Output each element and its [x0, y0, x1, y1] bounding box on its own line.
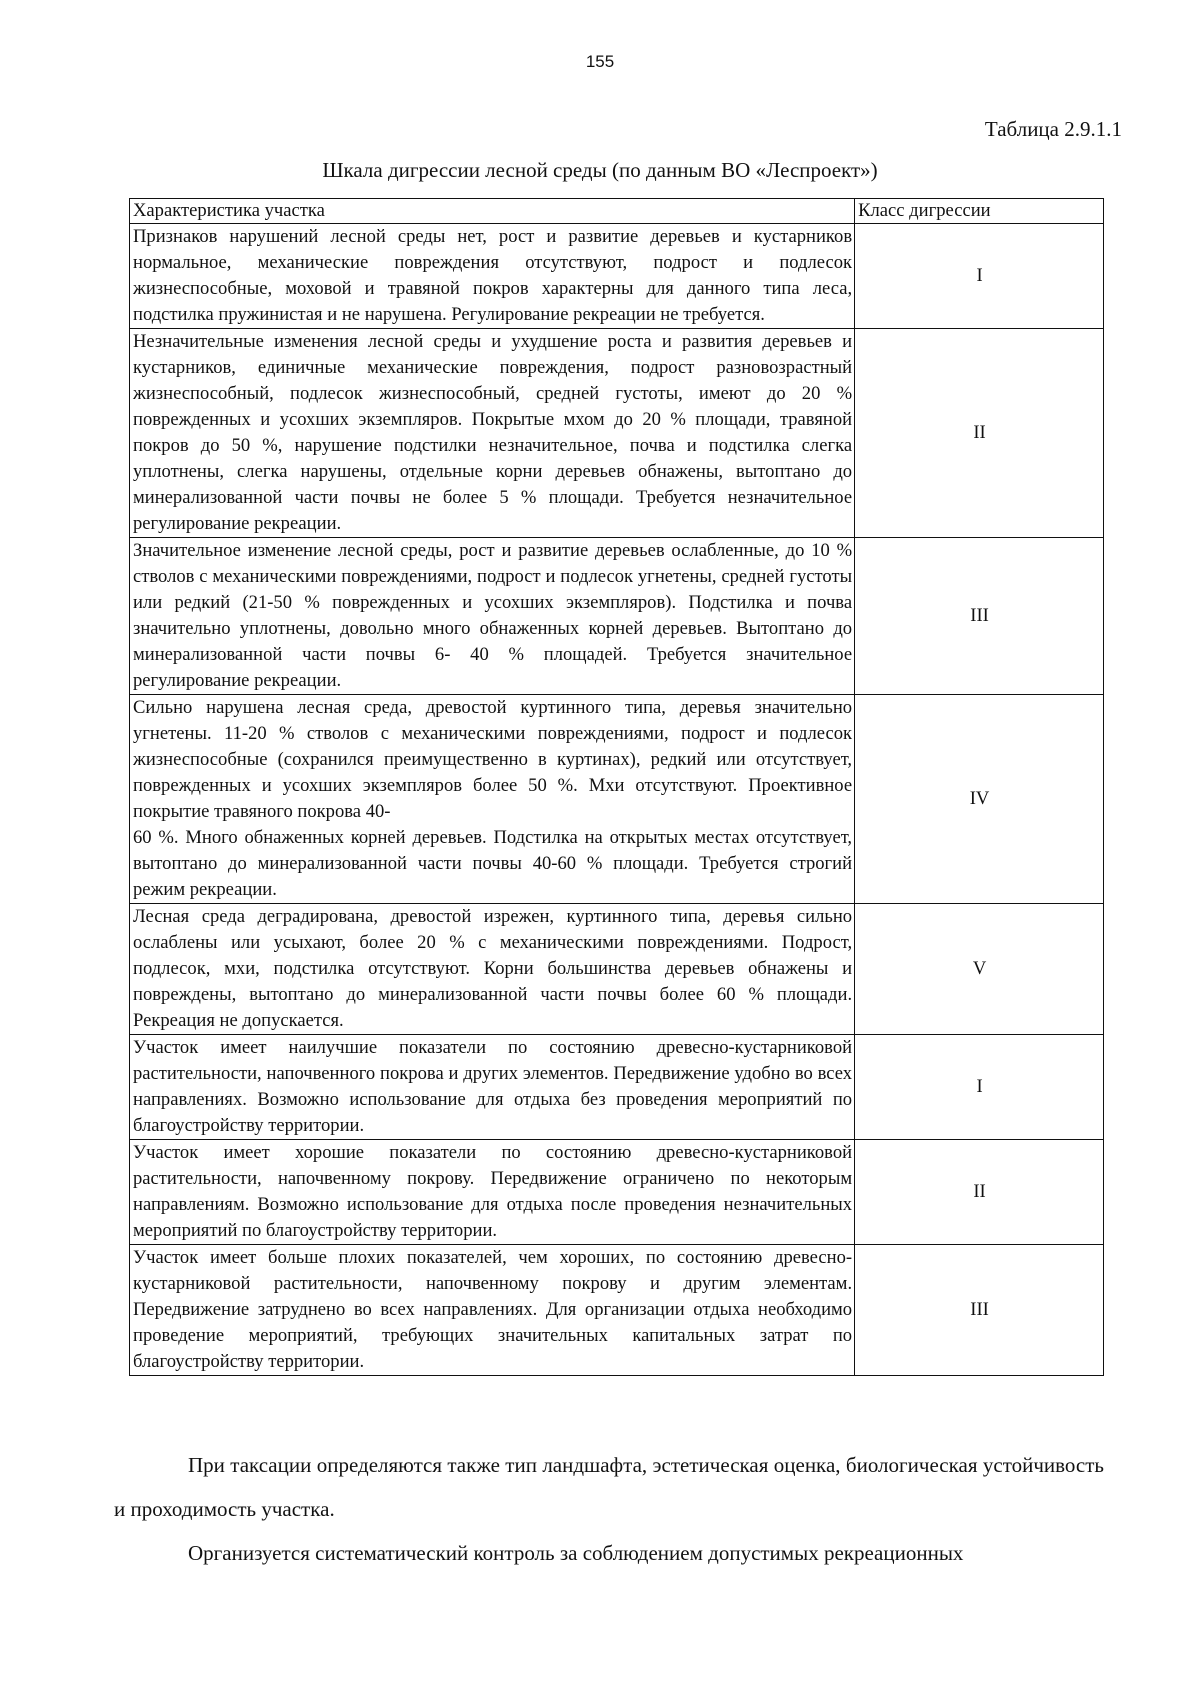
table-row [130, 1035, 1104, 1140]
row-description: Лесная среда деградирована, древостой изрежен, куртинного типа, деревья сильно ослаблены или усыхают, более 20 % с механическими повреждениями. Подрост, подлесок, мхи, подстилка отсутствуют. Корни большинства деревьев обнажены и повреждены, вытоптано до минерализованной части почвы более 60 % площади. Рекреация не допускается. [130, 904, 855, 1035]
column-header-digression-class: Класс дигрессии [855, 199, 1104, 224]
column-header-characteristic: Характеристика участка [130, 199, 855, 224]
table-row [130, 695, 1104, 904]
body-paragraph: Организуется систематический контроль за соблюдением допустимых рекреационных [188, 1541, 964, 1565]
table-row [130, 904, 1104, 1035]
row-description: Признаков нарушений лесной среды нет, рост и развитие деревьев и кустарников нормальное, механические повреждения отсутствуют, подрост и подлесок жизнеспособные, моховой и травяной покров характерны для данного типа леса, подстилка пружинистая и не нарушена. Регулирование рекреации не требуется. [130, 224, 855, 329]
row-description: Участок имеет хорошие показатели по состоянию древесно-кустарниковой растительности, напочвенному покрову. Передвижение ограничено по некоторым направлениям. Возможно использование для отдыха после проведения незначительных мероприятий по благоустройству территории. [130, 1140, 855, 1245]
table-row [130, 1245, 1104, 1376]
table-row [130, 538, 1104, 695]
table-row [130, 1140, 1104, 1245]
table-label: Таблица 2.9.1.1 [984, 117, 1122, 141]
row-digression-class: IV [855, 695, 1104, 904]
digression-scale-table [129, 198, 1104, 1376]
row-description: Участок имеет наилучшие показатели по состоянию древесно-кустарниковой растительности, напочвенного покрова и других элементов. Передвижение удобно во всех направлениях. Возможно использование для отдыха без проведения мероприятий по благоустройству территории. [130, 1035, 855, 1140]
row-digression-class: V [855, 904, 1104, 1035]
row-description: Значительное изменение лесной среды, рост и развитие деревьев ослабленные, до 10 % стволов с механическими повреждениями, подрост и подлесок угнетены, средней густоты или редкий (21-50 % поврежденных и усохших экземпляров). Подстилка и почва значительно уплотнены, довольно много обнаженных корней деревьев. Вытоптано до минерализованной части почвы 6- 40 % площадей. Требуется значительное регулирование рекреации. [130, 538, 855, 695]
table-header-row [130, 199, 1104, 224]
row-description: Сильно нарушена лесная среда, древостой куртинного типа, деревья значительно угнетены. 11-20 % стволов с механическими повреждениями, подрост и подлесок жизнеспособные (сохранился преимущественно в куртинах), редкий или отсутствует, поврежденных и усохших экземпляров более 50 %. Мхи отсутствуют. Проективное покрытие травяного покрова 40- 60 %. Много обнаженных корней деревьев. Подстилка на открытых местах отсутствует, вытоптано до минерализованной части почвы 40-60 % площади. Требуется строгий режим рекреации. [130, 695, 855, 904]
page-number: 155 [585, 52, 615, 71]
row-digression-class: I [855, 1035, 1104, 1140]
row-description: Незначительные изменения лесной среды и ухудшение роста и развития деревьев и кустарников, единичные механические повреждения, подрост разновозрастный жизнеспособный, подлесок жизнеспособный, средней густоты, имеют до 20 % поврежденных и усохших экземпляров. Покрытые мхом до 20 % площади, травяной покров до 50 %, нарушение подстилки незначительное, почва и подстилка слегка уплотнены, слегка нарушены, отдельные корни деревьев обнажены, вытоптано до минерализованной части почвы не более 5 % площади. Требуется незначительное регулирование рекреации. [130, 329, 855, 538]
row-digression-class: III [855, 538, 1104, 695]
body-paragraph: При таксации определяются также тип ландшафта, эстетическая оценка, биологическая устойчивость и проходимость участка. [114, 1453, 1104, 1521]
row-description: Участок имеет больше плохих показателей, чем хороших, по состоянию древесно-кустарниковой растительности, напочвенному покрову и другим элементам. Передвижение затруднено во всех направлениях. Для организации отдыха необходимо проведение мероприятий, требующих значительных капитальных затрат по благоустройству территории. [130, 1245, 855, 1376]
row-digression-class: III [855, 1245, 1104, 1376]
row-digression-class: I [855, 224, 1104, 329]
row-digression-class: II [855, 1140, 1104, 1245]
row-digression-class: II [855, 329, 1104, 538]
table-title: Шкала дигрессии лесной среды (по данным ВО «Леспроект») [322, 158, 878, 182]
table-row [130, 224, 1104, 329]
table-row [130, 329, 1104, 538]
